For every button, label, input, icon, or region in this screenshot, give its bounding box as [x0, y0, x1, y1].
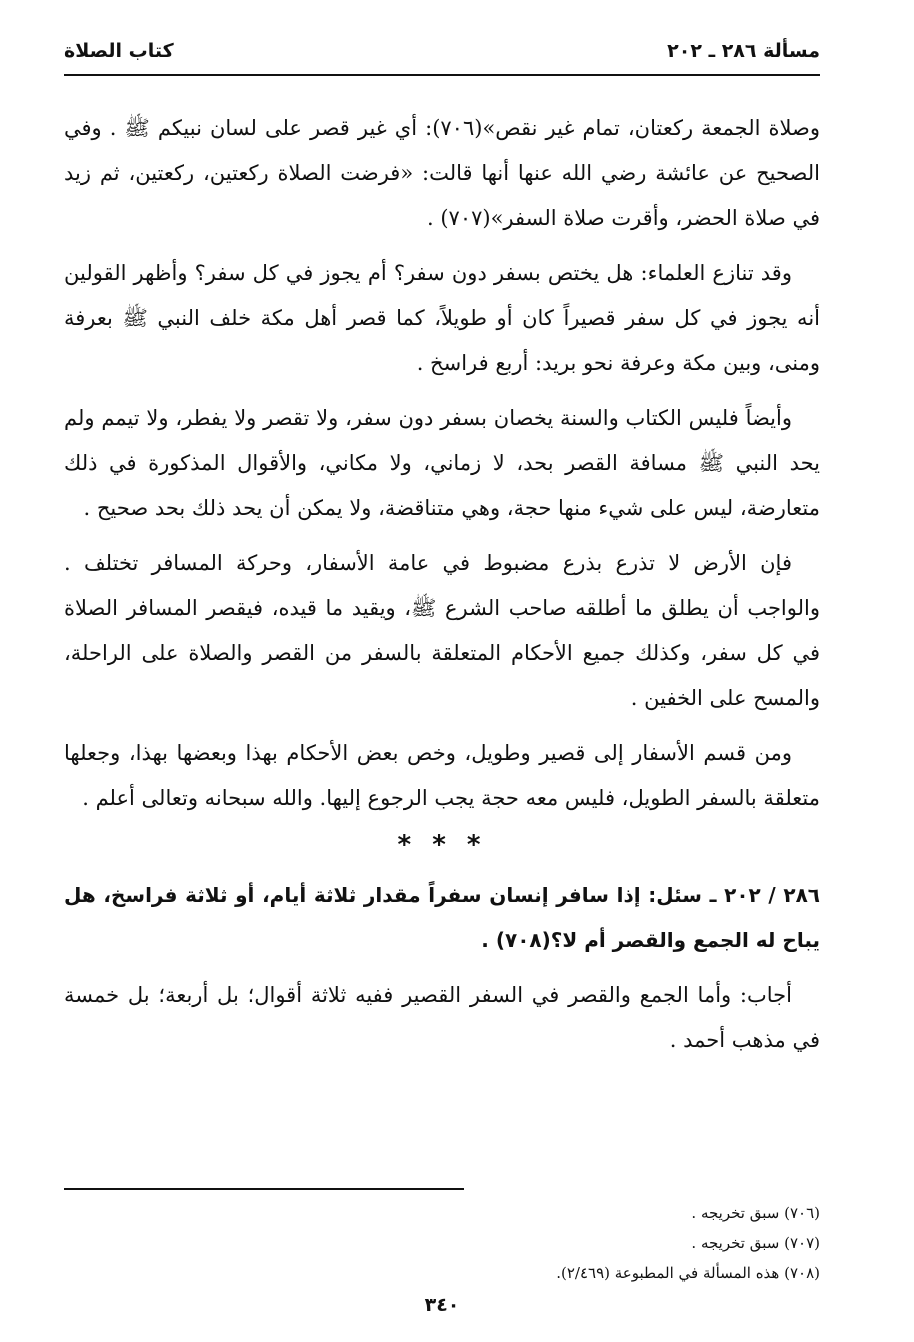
issue-label: مسألة ٢٨٦ ـ ٢٠٢: [667, 40, 820, 62]
paragraph-gap: [64, 963, 820, 973]
section-separator: * * *: [397, 830, 487, 860]
footnote-divider: [64, 1188, 464, 1190]
footnote-706: (٧٠٦) سبق تخريجه .: [691, 1204, 820, 1222]
answer-paragraph: أجاب: وأما الجمع والقصر في السفر القصير ففيه ثلاثة أقوال؛ بل أربعة؛ بل خمسة في مذهب أحمد .: [64, 983, 820, 1052]
paragraph-4: فإن الأرض لا تذرع بذرع مضبوط في عامة الأسفار، وحركة المسافر تختلف . والواجب أن يطلق ما أطلقه صاحب الشرع ﷺ، ويقيد ما قيده، فيقصر المسافر الصلاة في كل سفر، وكذلك جميع الأحكام المتعلقة بالسفر من القصر والصلاة على الراحلة، والمسح على الخفين .: [64, 551, 820, 710]
running-header: [64, 40, 820, 70]
paragraph-2: وقد تنازع العلماء: هل يختص بسفر دون سفر؟ أم يجوز في كل سفر؟ وأظهر القولين أنه يجوز في كل سفر قصيراً كان أو طويلاً، كما قصر أهل مكة خلف النبي ﷺ بعرفة ومنى، وبين مكة وعرفة نحو بريد: أربع فراسخ .: [64, 261, 820, 375]
paragraph-gap: [64, 386, 820, 396]
book-page: [64, 30, 820, 1320]
paragraph-gap: [64, 241, 820, 251]
paragraph-3: وأيضاً فليس الكتاب والسنة يخصان بسفر دون سفر، ولا تقصر ولا يفطر، ولا تيمم ولم يحد النبي ﷺ مسافة القصر بحد، لا زماني، ولا مكاني، والأقوال المذكورة في ذلك متعارضة، ليس على شيء منها حجة، وهي متناقضة، ولا يمكن أن يحد ذلك بحد صحيح .: [64, 406, 820, 520]
paragraph-5: ومن قسم الأسفار إلى قصير وطويل، وخص بعض الأحكام بهذا وبعضها بهذا، وجعلها متعلقة بالسفر الطويل، فليس معه حجة يجب الرجوع إليها. والله سبحانه وتعالى أعلم .: [64, 741, 820, 810]
footnote-708: (٧٠٨) هذه المسألة في المطبوعة (٢/٤٦٩).: [556, 1264, 820, 1282]
footnote-707: (٧٠٧) سبق تخريجه .: [691, 1234, 820, 1252]
page-number: ٣٤٠: [424, 1294, 460, 1316]
page-body: [64, 106, 820, 1063]
footnotes: [64, 1198, 820, 1288]
paragraph-1: وصلاة الجمعة ركعتان، تمام غير نقص»(٧٠٦): أي غير قصر على لسان نبيكم ﷺ . وفي الصحيح عن عائشة رضي الله عنها أنها قالت: «فرضت الصلاة ركعتين، ركعتين، ثم زيد في صلاة الحضر، وأقرت صلاة السفر»(٧٠٧) .: [64, 116, 821, 230]
header-divider: [64, 74, 820, 76]
question-heading: ٢٨٦ / ٢٠٢ ـ سئل: إذا سافر إنسان سفراً مقدار ثلاثة أيام، أو ثلاثة فراسخ، هل يباح له الجمع والقصر أم لا؟(٧٠٨) .: [64, 883, 820, 952]
paragraph-gap: [64, 531, 820, 541]
book-title: كتاب الصلاة: [64, 40, 174, 62]
paragraph-gap: [64, 721, 820, 731]
